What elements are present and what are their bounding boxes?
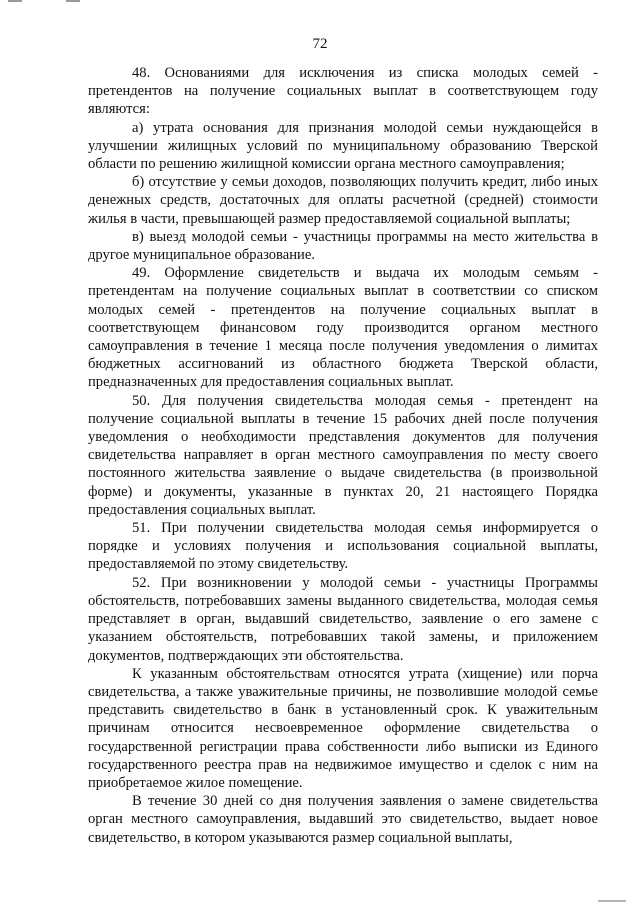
paragraph-50: 50. Для получения свидетельства молодая семья - претендент на получение социальной выплаты в течение 15 рабочих дней после получения уведомления о необходимости представления документов для получения свидетельства направляет в орган местного самоуправления по месту своего постоянного жительства заявление о выдаче свидетельства (в произвольной форме) и документы, указанные в пунктах 20, 21 настоящего Порядка предоставления социальных выплат.	[88, 392, 598, 518]
scan-edge-mark	[598, 900, 626, 902]
scan-edge-mark	[66, 0, 80, 2]
scan-edge-mark	[8, 0, 22, 2]
paragraph-48c: в) выезд молодой семьи - участницы программы на место жительства в другое муниципальное образование.	[88, 228, 598, 264]
paragraph-48: 48. Основаниями для исключения из списка молодых семей - претендентов на получение социальных выплат в соответствующем году являются:	[88, 65, 598, 118]
paragraph-52-circumstances: К указанным обстоятельствам относятся утрата (хищение) или порча свидетельства, а также уважительные причины, не позволившие молодой семье представить свидетельство в банк в установленный срок. К уважительным причинам относится несвоевременное оформление свидетельства о государственной регистрации права собственности либо выписки из Единого государственного реестра прав на недвижимое имущество и сделок с ним на приобретаемое жилое помещение.	[88, 665, 598, 791]
document-body	[88, 64, 598, 847]
page-number: 72	[312, 36, 328, 52]
paragraph-52-replacement: В течение 30 дней со дня получения заявления о замене свидетельства орган местного самоуправления, выдавший это свидетельство, выдает новое свидетельство, в котором указываются размер социальной выплаты,	[88, 793, 598, 846]
paragraph-48a: а) утрата основания для признания молодой семьи нуждающейся в улучшении жилищных условий по муниципальному образованию Тверской области по решению жилищной комиссии органа местного самоуправления;	[88, 119, 598, 173]
paragraph-49: 49. Оформление свидетельств и выдача их молодым семьям - претендентам на получение социальных выплат в соответствии со списком молодых семей - претендентов на получение социальных выплат в соответствующем финансовом году производится органом местного самоуправления в течение 1 месяца после получения уведомления о лимитах бюджетных ассигнований из областного бюджета Тверской области, предназначенных для предоставления социальных выплат.	[88, 265, 598, 391]
paragraph-52: 52. При возникновении у молодой семьи - участницы Программы обстоятельств, потребовавших замены выданного свидетельства, молодая семья представляет в орган, выдавший свидетельство, заявление о его замене с указанием обстоятельств, потребовавших такой замены, и приложением документов, подтверждающих эти обстоятельства.	[88, 574, 598, 664]
paragraph-51: 51. При получении свидетельства молодая семья информируется о порядке и условиях получения и использования социальной выплаты, предоставляемой по этому свидетельству.	[88, 520, 598, 573]
paragraph-48b: б) отсутствие у семьи доходов, позволяющих получить кредит, либо иных денежных средств, достаточных для оплаты расчетной (средней) стоимости жилья в части, превышающей размер предоставляемой социальной выплаты;	[88, 174, 598, 227]
